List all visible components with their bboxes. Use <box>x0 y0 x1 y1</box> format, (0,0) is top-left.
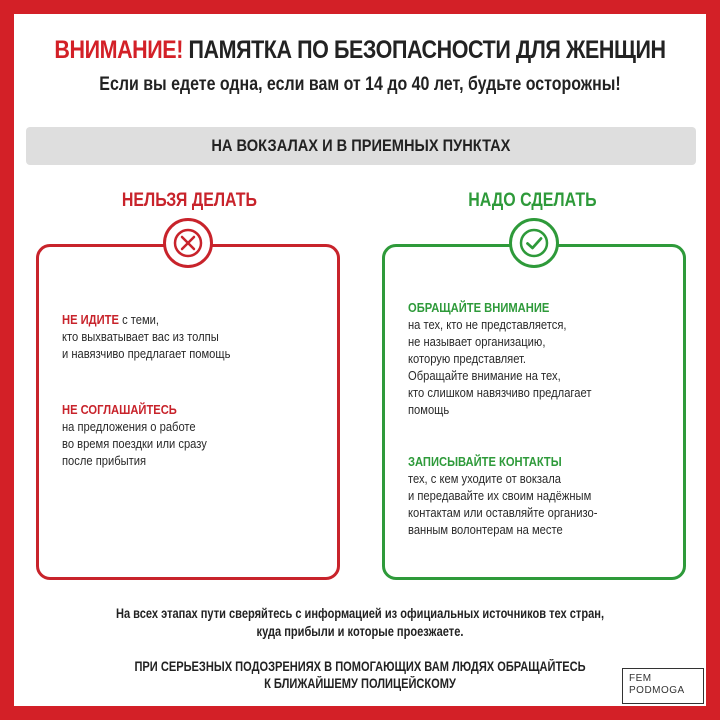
logo-line-2: PODMOGA <box>629 685 685 696</box>
dont-item-2 <box>62 401 230 469</box>
do-item-1 <box>408 299 621 418</box>
do-item-2-head: ЗАПИСЫВАЙТЕ КОНТАКТЫ <box>408 454 562 469</box>
do-item-2-line-0: тех, с кем уходите от вокзала <box>408 471 561 486</box>
do-item-1-line-3: Обращайте внимание на тех, <box>408 368 561 383</box>
section-banner-label: НА ВОКЗАЛАХ И В ПРИЕМНЫХ ПУНКТАХ <box>211 136 511 155</box>
check-circle-icon <box>509 218 559 268</box>
dont-item-1 <box>62 311 258 362</box>
do-item-1-line-5: помощь <box>408 402 450 417</box>
footer-warning <box>0 658 720 692</box>
do-card <box>382 244 686 580</box>
dont-item-1-head: НЕ ИДИТЕ <box>62 312 119 327</box>
do-heading-label: НАДО СДЕЛАТЬ <box>467 190 597 211</box>
dont-item-2-head: НЕ СОГЛАШАЙТЕСЬ <box>62 402 177 417</box>
dont-item-1-line-0: с теми, <box>122 312 160 327</box>
footer-line-1: На всех этапах пути сверяйтесь с информацией из официальных источников тех стран, <box>115 606 605 621</box>
dont-item-2-line-1: во время поездки или сразу <box>62 436 207 451</box>
do-item-1-line-1: не называет организацию, <box>408 334 546 349</box>
do-item-2 <box>408 453 628 538</box>
footer-advice <box>0 605 720 641</box>
do-item-1-head: ОБРАЩАЙТЕ ВНИМАНИЕ <box>408 300 550 315</box>
do-item-2-line-1: и передавайте их своим надёжным <box>408 488 592 503</box>
do-item-2-line-3: ванным волонтерам на месте <box>408 522 563 537</box>
dont-heading <box>29 190 349 212</box>
dont-item-1-line-2: и навязчиво предлагает помощь <box>62 346 231 361</box>
do-item-1-line-0: на тех, кто не представляется, <box>408 317 567 332</box>
title-accent: ВНИМАНИЕ! <box>54 36 183 64</box>
footer-line-4: К БЛИЖАЙШЕМУ ПОЛИЦЕЙСКОМУ <box>264 676 456 691</box>
dont-item-2-line-0: на предложения о работе <box>62 419 196 434</box>
page-title <box>50 36 669 65</box>
page-subtitle: Если вы едете одна, если вам от 14 до 40 лет, будьте осторожны! <box>99 74 621 95</box>
dont-item-1-line-1: кто выхватывает вас из толпы <box>62 329 219 344</box>
dont-heading-label: НЕЛЬЗЯ ДЕЛАТЬ <box>121 190 257 211</box>
dont-item-2-line-2: после прибытия <box>62 453 147 468</box>
do-item-1-line-2: которую представляет. <box>408 351 527 366</box>
cross-circle-icon <box>163 218 213 268</box>
footer-line-2: куда прибыли и которые проезжаете. <box>256 624 464 639</box>
title-rest: ПАМЯТКА ПО БЕЗОПАСНОСТИ ДЛЯ ЖЕНЩИН <box>182 36 666 64</box>
do-heading <box>372 190 692 212</box>
dont-card <box>36 244 340 580</box>
footer-line-3: ПРИ СЕРЬЕЗНЫХ ПОДОЗРЕНИЯХ В ПОМОГАЮЩИХ ВАМ ЛЮДЯХ ОБРАЩАЙТЕСЬ <box>134 659 586 674</box>
fem-podmoga-logo <box>622 668 704 704</box>
logo-line-1: FEM <box>629 673 652 684</box>
do-item-1-line-4: кто слишком навязчиво предлагает <box>408 385 592 400</box>
do-item-2-line-2: контактам или оставляйте организо- <box>408 505 598 520</box>
section-banner <box>26 127 696 165</box>
